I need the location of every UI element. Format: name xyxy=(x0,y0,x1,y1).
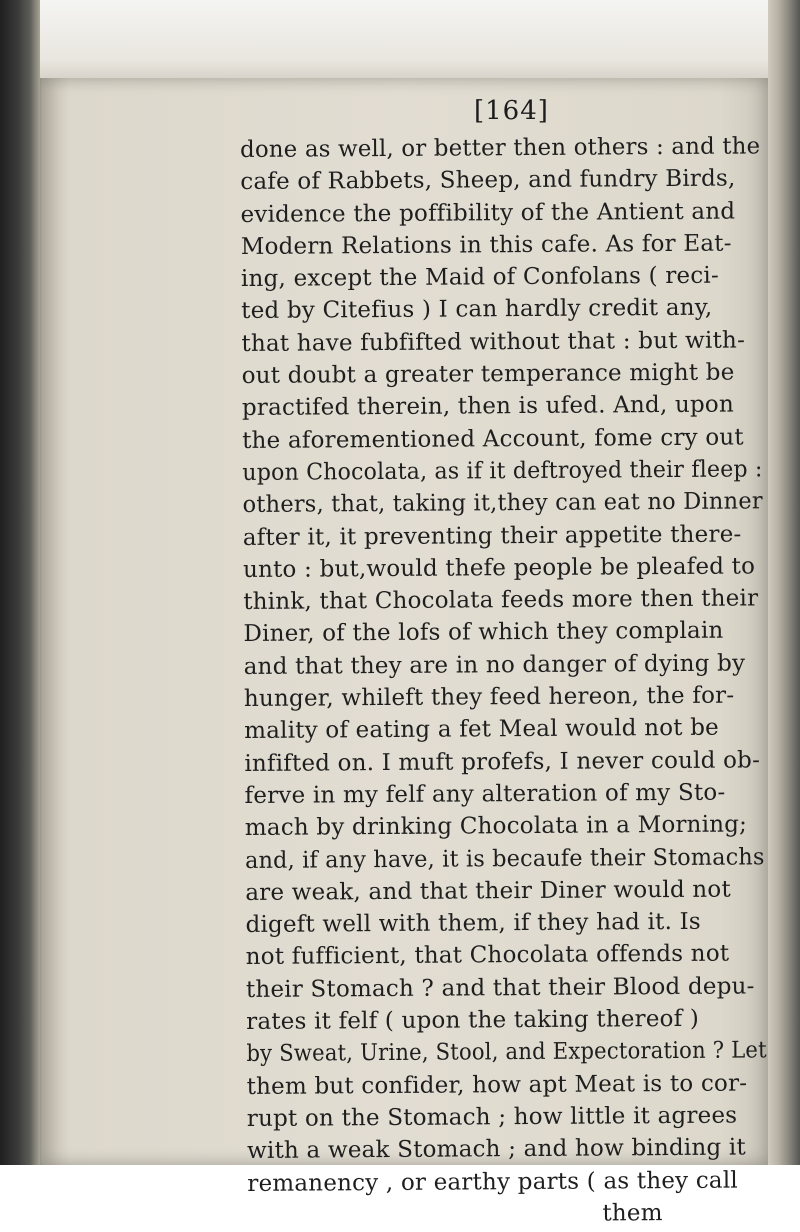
text-line: and, if any have, it is becaufe their Stomachs xyxy=(244,843,765,874)
page-number: [164] xyxy=(474,96,549,126)
text-line: ted by Citefius ) I can hardly credit any, xyxy=(241,295,713,325)
text-line: Diner, of the lofs of which they complain xyxy=(243,618,724,648)
text-line: think, that Chocolata feeds more then their xyxy=(243,585,759,616)
text-line: ferve in my felf any alteration of my Sto- xyxy=(244,779,726,809)
text-line: unto : but,would thefe people be pleafed to xyxy=(242,553,756,583)
text-line: by Sweat, Urine, Stool, and Expectoration ? Let xyxy=(246,1037,767,1068)
text-line: others, that, taking it,they can eat no Dinner xyxy=(242,488,763,519)
text-line: mach by drinking Chocolata in a Morning; xyxy=(244,811,748,842)
text-line: upon Chocolata, as if it deftroyed their fleep : xyxy=(242,456,763,486)
text-line: rates it felf ( upon the taking thereof ) xyxy=(246,1005,700,1035)
text-line: done as well, or better then others : and the xyxy=(240,133,761,163)
book-gutter-shadow xyxy=(0,0,40,1165)
text-line: mality of eating a fet Meal would not be xyxy=(244,715,719,745)
text-line: rupt on the Stomach ; how little it agrees xyxy=(246,1102,738,1132)
text-line: practifed therein, then is ufed. And, upon xyxy=(241,391,735,422)
text-line: cafe of Rabbets, Sheep, and fundry Birds, xyxy=(240,165,736,196)
text-line: with a weak Stomach ; and how binding it xyxy=(247,1134,746,1165)
text-line: hunger, whileft they feed hereon, the for- xyxy=(243,682,735,713)
text-line: them but confider, how apt Meat is to cor- xyxy=(246,1070,748,1100)
text-line: are weak, and that their Diner would not xyxy=(245,876,731,906)
text-line: them xyxy=(602,1199,663,1227)
text-line: out doubt a greater temperance might be xyxy=(241,359,735,390)
text-line: that have fubfifted without that : but with- xyxy=(241,327,746,357)
text-line: their Stomach ? and that their Blood depu- xyxy=(245,973,755,1003)
text-line: evidence the poffibility of the Antient and xyxy=(240,198,736,228)
text-line: and that they are in no danger of dying by xyxy=(243,650,746,680)
text-line: the aforementioned Account, fome cry out xyxy=(242,424,744,454)
text-line: Modern Relations in this cafe. As for Eat- xyxy=(240,230,732,260)
text-line: infifted on. I muft profefs, I never could ob- xyxy=(244,747,761,777)
text-line: remanency , or earthy parts ( as they call xyxy=(247,1167,738,1197)
text-line: digeft well with them, if they had it. Is xyxy=(245,908,701,939)
text-line: not fufficient, that Chocolata offends not xyxy=(245,941,730,971)
text-line: after it, it preventing their appetite there- xyxy=(242,521,742,551)
text-line: ing, except the Maid of Confolans ( reci- xyxy=(240,262,719,293)
facing-page-edge xyxy=(768,0,800,1165)
body-text xyxy=(240,130,768,1232)
scan-top-margin xyxy=(0,0,800,78)
